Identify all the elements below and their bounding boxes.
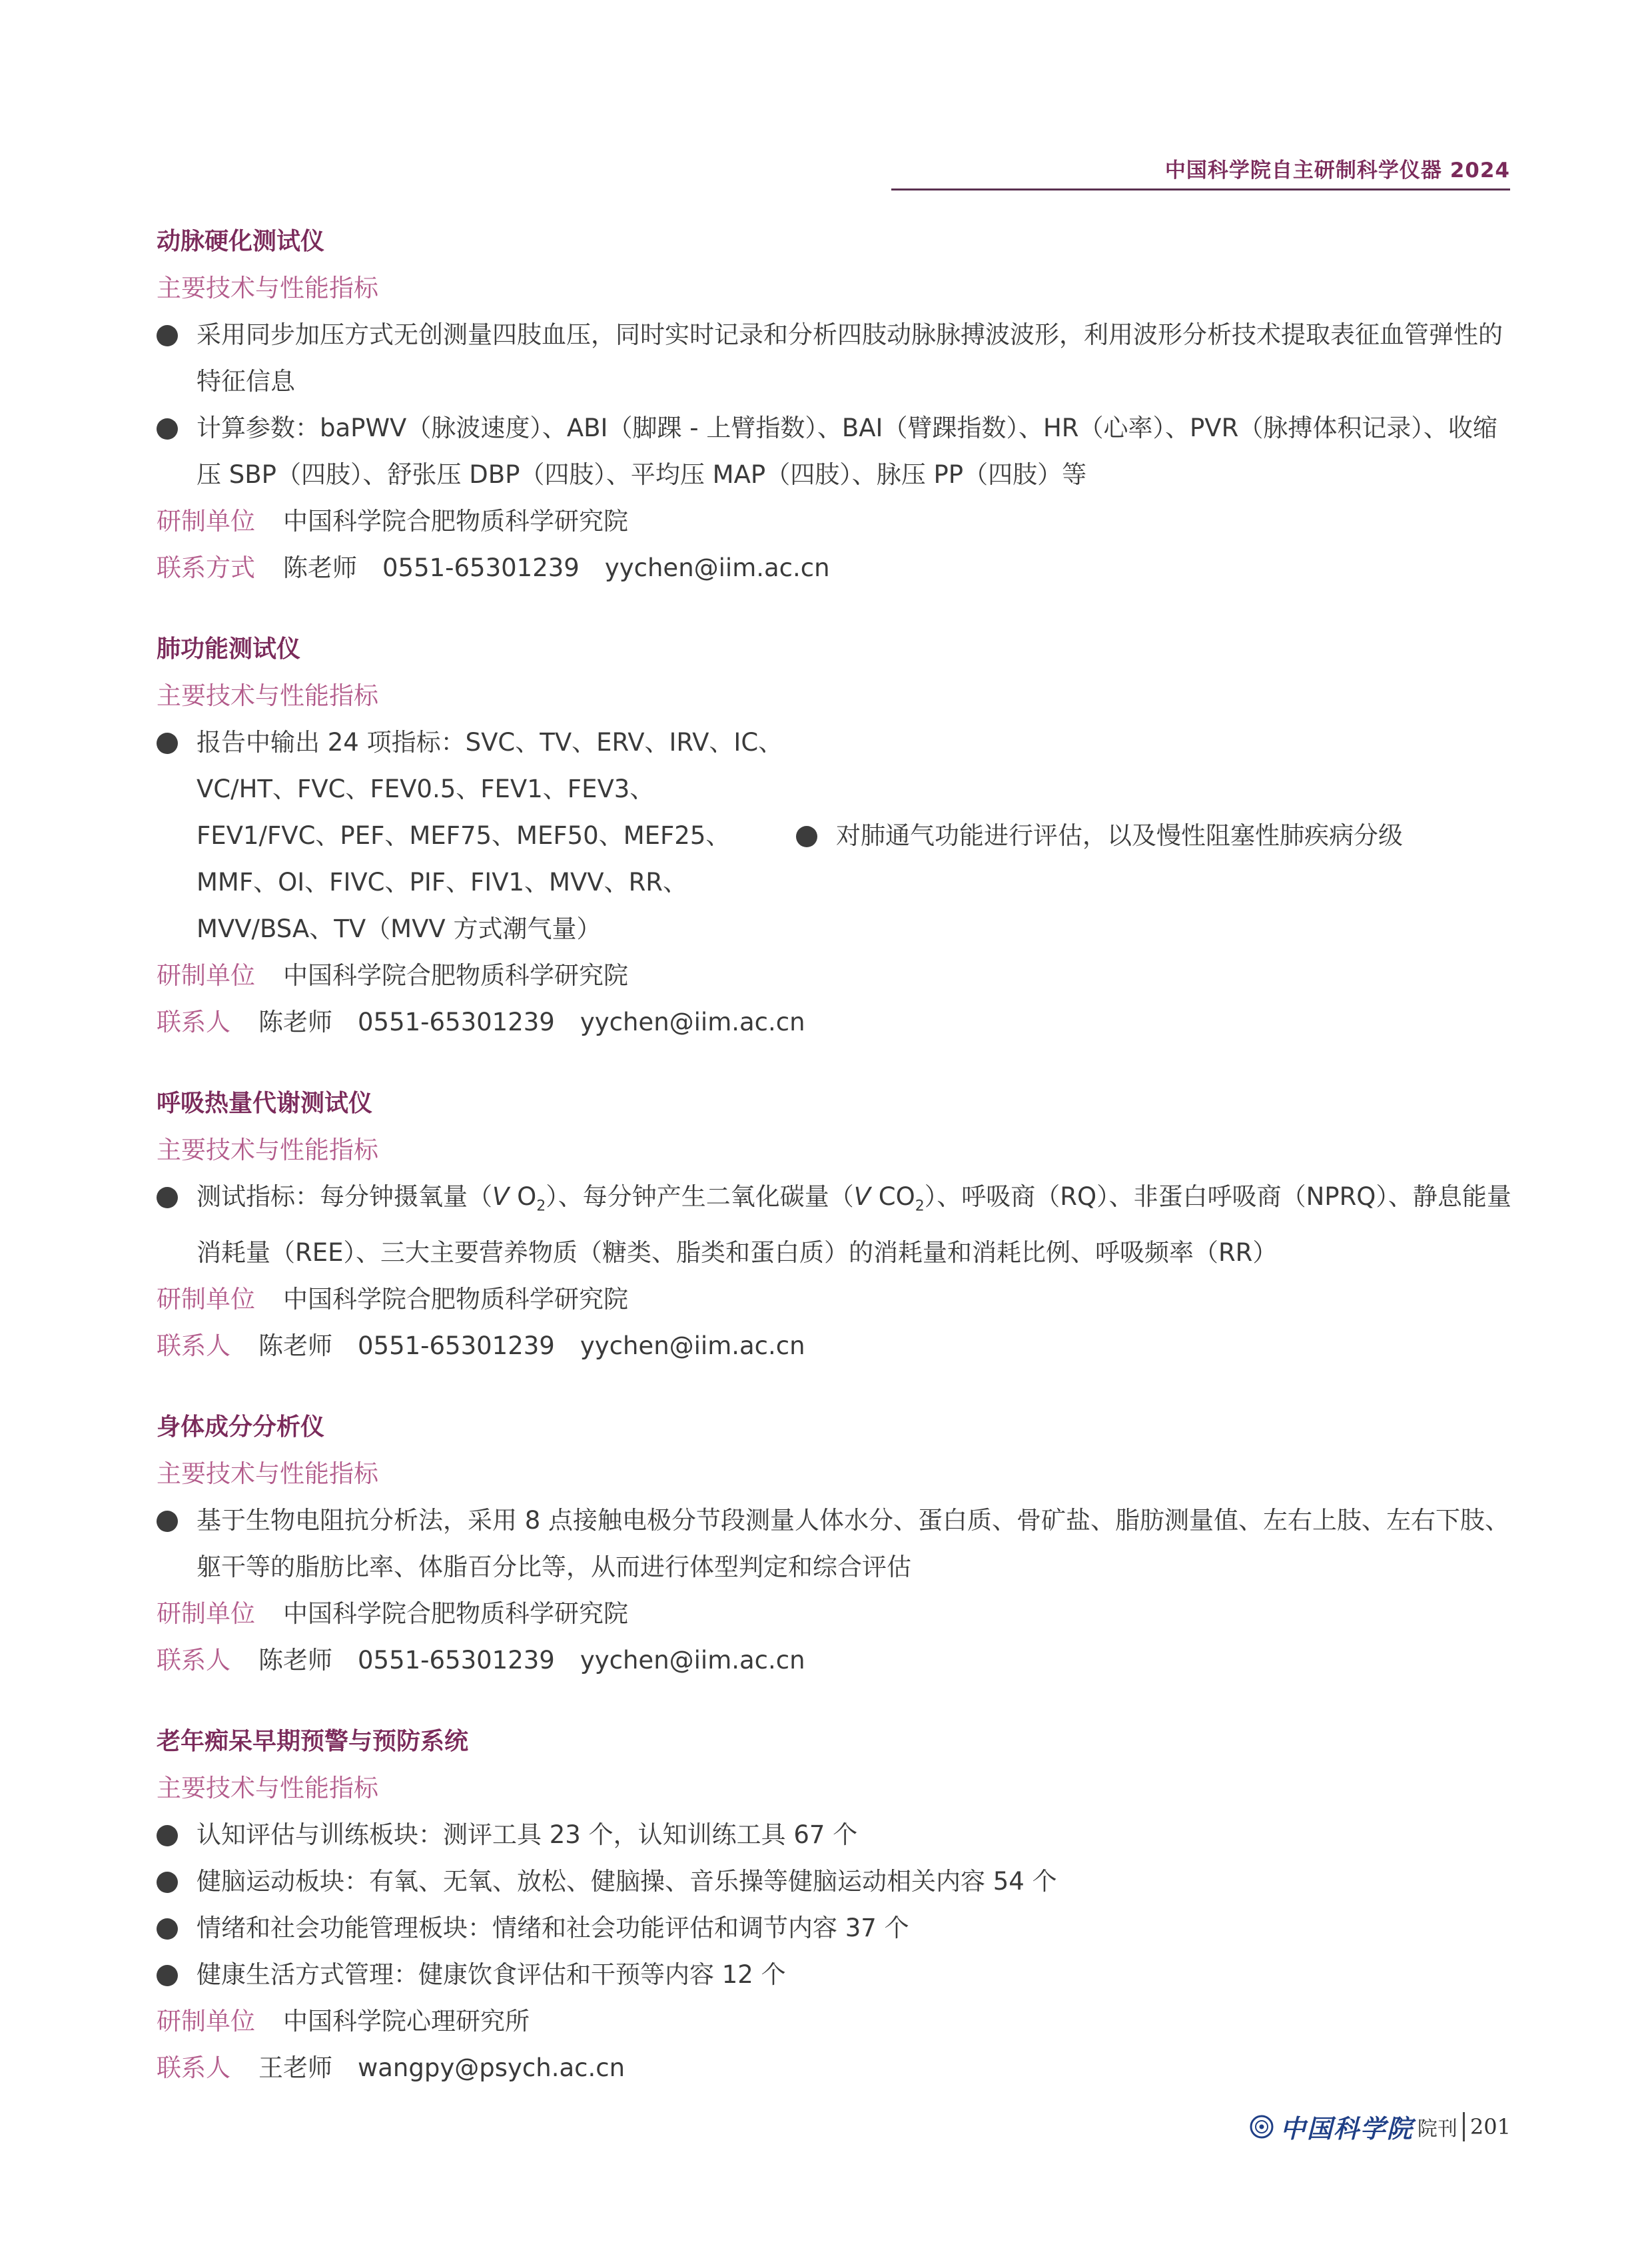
bullet-item (157, 312, 1515, 405)
section-subtitle: 主要技术与性能指标 (157, 1774, 378, 1803)
bullet-dot-icon (796, 826, 817, 847)
developer-row (157, 1591, 1515, 1637)
developer-value: 中国科学院合肥物质科学研究院 (283, 1285, 628, 1314)
section-body-composition (157, 1404, 1515, 1684)
section-title: 肺功能测试仪 (157, 635, 301, 663)
developer-row (157, 498, 1515, 545)
section-title: 老年痴呆早期预警与预防系统 (157, 1728, 469, 1756)
bullet-text: 认知评估与训练板块：测评工具 23 个，认知训练工具 67 个 (197, 1820, 858, 1850)
bullet-dot-icon (157, 1511, 178, 1532)
bullet-text: 情绪和社会功能管理板块：情绪和社会功能评估和调节内容 37 个 (197, 1914, 909, 1943)
contact-phone: 0551-65301239 (382, 554, 580, 582)
section-arteriosclerosis (157, 218, 1515, 591)
section-subtitle: 主要技术与性能指标 (157, 681, 378, 710)
section-subtitle: 主要技术与性能指标 (157, 274, 378, 302)
contact-email: yychen@iim.ac.cn (580, 1646, 805, 1675)
bullet-item (157, 1952, 1515, 1998)
developer-row (157, 1998, 1515, 2045)
bullet-text: 健康生活方式管理：健康饮食评估和干预等内容 12 个 (197, 1960, 786, 1990)
bullet-text-2: ）、每分钟产生二氧化碳量（ (546, 1182, 854, 1211)
co-symbol: CO (871, 1182, 915, 1211)
bullet-text-1: 测试指标：每分钟摄氧量（ (197, 1182, 492, 1211)
page-footer (1250, 2108, 1511, 2145)
section-lung-function (157, 626, 1515, 1046)
bullet-item (796, 813, 1515, 859)
oxygen-symbol: O (509, 1182, 537, 1211)
section-subtitle: 主要技术与性能指标 (157, 1459, 378, 1489)
contact-phone: 0551-65301239 (358, 1008, 555, 1036)
bullet-text: 对肺通气功能进行评估，以及慢性阻塞性肺疾病分级 (836, 821, 1403, 850)
contact-name: 陈老师 (258, 1331, 332, 1361)
footer-divider (1463, 2112, 1465, 2141)
cas-emblem-icon (1250, 2115, 1274, 2139)
running-header-title: 中国科学院自主研制科学仪器 2024 (1164, 159, 1510, 183)
bullet-dot-icon (157, 1872, 178, 1893)
subscript-two: 2 (915, 1198, 925, 1215)
contact-label: 联系方式 (157, 554, 255, 582)
header-rule (891, 188, 1510, 190)
bullet-item (157, 1905, 1515, 1952)
developer-label: 研制单位 (157, 961, 255, 990)
developer-value: 中国科学院合肥物质科学研究院 (283, 1599, 628, 1629)
bullet-item (157, 405, 1515, 498)
cas-wordmark: 中国科学院 (1280, 2113, 1414, 2143)
contact-name: 陈老师 (258, 1008, 332, 1036)
bullet-item (157, 1174, 1515, 1276)
journal-label: 院刊 (1417, 2117, 1457, 2141)
bullet-item (157, 1497, 1515, 1591)
bullet-text: 健脑运动板块：有氧、无氧、放松、健脑操、音乐操等健脑运动相关内容 54 个 (197, 1867, 1057, 1896)
bullet-text: 基于生物电阻抗分析法，采用 8 点接触电极分节段测量人体水分、蛋白质、骨矿盐、脂肪测量值、左右上肢、左右下肢、躯干等的脂肪比率、体脂百分比等，从而进行体型判定和综合评估 (197, 1506, 1510, 1582)
contact-label: 联系人 (157, 1008, 230, 1036)
contact-row (157, 999, 1515, 1046)
bullet-item (157, 719, 796, 952)
v-dot-symbol: V (853, 1182, 871, 1211)
developer-value: 中国科学院合肥物质科学研究院 (283, 961, 628, 990)
bullet-dot-icon (157, 325, 178, 346)
bullet-text: 计算参数：baPWV（脉波速度）、ABI（脚踝 - 上臂指数）、BAI（臂踝指数）、HR（心率）、PVR（脉搏体积记录）、收缩压 SBP（四肢）、舒张压 DBP（四肢）、平均压 MAP（四肢）、脉压 PP（四肢）等 (197, 414, 1497, 489)
developer-label: 研制单位 (157, 507, 255, 536)
contact-name: 王老师 (258, 2054, 332, 2083)
developer-label: 研制单位 (157, 2007, 255, 2036)
developer-row (157, 1276, 1515, 1323)
bullet-item (157, 1858, 1515, 1905)
contact-label: 联系人 (157, 1646, 230, 1675)
bullet-dot-icon (157, 1965, 178, 1986)
contact-phone: 0551-65301239 (358, 1646, 555, 1675)
bullet-dot-icon (157, 1825, 178, 1846)
section-title: 呼吸热量代谢测试仪 (157, 1090, 373, 1117)
contact-row (157, 545, 1515, 591)
contact-name: 陈老师 (258, 1646, 332, 1675)
bullet-dot-icon (157, 1187, 178, 1208)
contact-email: wangpy@psych.ac.cn (358, 2054, 625, 2083)
v-dot-symbol: V (492, 1182, 510, 1211)
bullet-text-3: ）、呼吸商（RQ）、非蛋白呼吸商（NPRQ）、静息能量消耗量（REE）、三大主要营养物质（糖类、脂类和蛋白质）的消耗量和消耗比例、呼吸频率（RR） (197, 1182, 1511, 1268)
section-dementia-warning (157, 1718, 1515, 2091)
bullet-dot-icon (157, 1918, 178, 1940)
bullet-item (157, 1812, 1515, 1858)
page-number: 201 (1469, 2113, 1511, 2139)
section-subtitle: 主要技术与性能指标 (157, 1136, 378, 1164)
contact-email: yychen@iim.ac.cn (580, 1008, 805, 1036)
developer-row (157, 952, 1515, 999)
bullet-text: 报告中输出 24 项指标：SVC、TV、ERV、IRV、IC、VC/HT、FVC、FEV0.5、FEV1、FEV3、FEV1/FVC、PEF、MEF75、MEF50、MEF25、MMF、OI、FIVC、PIF、FIV1、MVV、RR、MVV/BSA、TV（MVV 方式潮气量） (197, 728, 783, 943)
developer-value: 中国科学院心理研究所 (283, 2007, 530, 2036)
contact-row (157, 1637, 1515, 1684)
developer-label: 研制单位 (157, 1599, 255, 1629)
developer-label: 研制单位 (157, 1285, 255, 1314)
contact-name: 陈老师 (283, 554, 357, 582)
section-respiratory-metabolism (157, 1080, 1515, 1369)
contact-phone: 0551-65301239 (358, 1331, 555, 1361)
subscript-two: 2 (536, 1198, 546, 1215)
contact-row (157, 1323, 1515, 1369)
page-content (157, 218, 1515, 2126)
contact-row (157, 2045, 1515, 2091)
contact-label: 联系人 (157, 2054, 230, 2083)
bullet-dot-icon (157, 733, 178, 754)
contact-email: yychen@iim.ac.cn (580, 1331, 805, 1361)
contact-label: 联系人 (157, 1331, 230, 1361)
bullet-text: 采用同步加压方式无创测量四肢血压，同时实时记录和分析四肢动脉脉搏波波形，利用波形分析技术提取表征血管弹性的特征信息 (197, 320, 1503, 396)
developer-value: 中国科学院合肥物质科学研究院 (283, 507, 628, 536)
section-title: 动脉硬化测试仪 (157, 228, 325, 255)
section-title: 身体成分分析仪 (157, 1413, 325, 1441)
contact-email: yychen@iim.ac.cn (604, 554, 830, 582)
bullet-dot-icon (157, 418, 178, 440)
bullet-columns (157, 719, 1515, 952)
